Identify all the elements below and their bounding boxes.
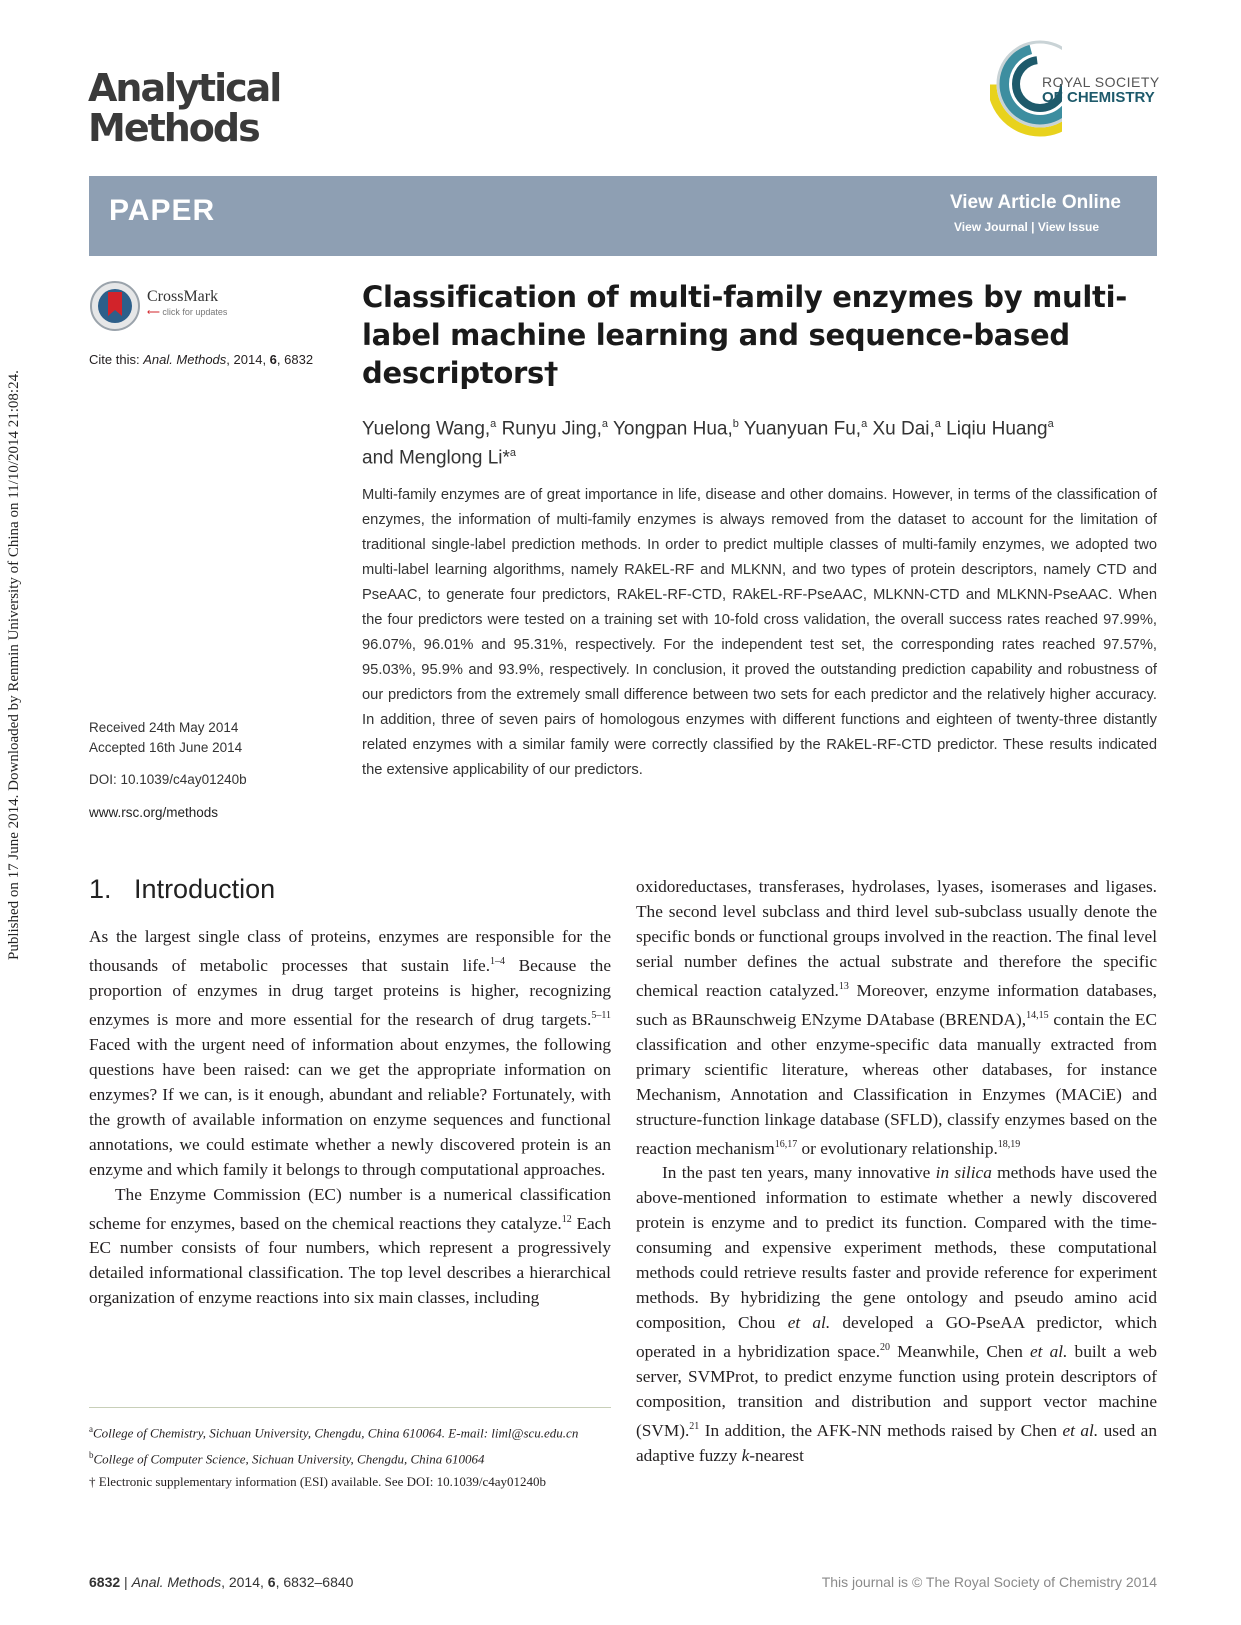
view-article-online-link[interactable]: View Article Online: [949, 192, 1121, 213]
journal-name[interactable]: [88, 68, 280, 148]
article-banner: [89, 176, 1157, 256]
ref-link[interactable]: 5–11: [591, 1009, 611, 1021]
view-issue-link[interactable]: View Issue: [1037, 220, 1099, 234]
download-note: Published on 17 June 2014. Downloaded by Renmin University of China on 11/10/2014 21:08:24.: [6, 370, 22, 960]
journal-name-line1: Analytical: [88, 66, 281, 110]
page-footer-copyright: This journal is © The Royal Society of Chemistry 2014: [821, 1574, 1157, 1590]
author-list: Yuelong Wang,$^a$ Runyu Jing,$^a$ Yongpan Hua,$^b$ Yuanyuan Fu,$^a$ Xu Dai,$^a$ Liqiu Huang$^a$ and Menglong Li*$^a$: [362, 418, 1054, 469]
article-title: Classification of multi-family enzymes by multi-label machine learning and sequence-based descriptors†: [362, 280, 1127, 390]
rsc-logo-line2: OF CHEMISTRY: [1042, 89, 1155, 106]
rsc-logo[interactable]: [990, 30, 1160, 145]
page-footer-citation: 6832 | Anal. Methods, 2014, 6, 6832–6840: [89, 1574, 354, 1590]
footnote-affiliation-a: $^a$College of Chemistry, Sichuan University, Chengdu, China 610064. E-mail: liml@scu.edu.cn: [89, 1424, 579, 1441]
ref-link[interactable]: 12: [561, 1213, 572, 1225]
crossmark-icon: [89, 280, 141, 332]
intro-paragraph-1: As the largest single class of proteins, enzymes are responsible for the thousands of metabolic processes that sustain life.$^{1-4}$ Because the proportion of enzymes in drug target proteins is higher, recognizing enzymes is more and more essential for the research of drug targets.$^{5-11}$ Faced with the urgent need of information about enzymes, the following questions have been raised: can we get the appropriate information on enzymes? If we can, is it enough, abundant and reliable? Fortunately, with the growth of available information on enzyme sequences and functional annotations, we could estimate whether a newly discovered protein is an enzyme and which family it belongs to through computational approaches.: [89, 927, 611, 1179]
crossmark-badge[interactable]: [89, 280, 249, 332]
footnote-affiliation-b: $^b$College of Computer Science, Sichuan University, Chengdu, China 610064: [89, 1450, 485, 1467]
article-type-label: PAPER: [109, 194, 216, 227]
intro-paragraph-3: In the past ten years, many innovative in silica methods have used the above-mentioned information to estimate whether a newly discovered protein is enzyme and to predict its function. Compared with the time-consuming and expensive experiment methods, these computational methods could retrieve results faster and provide reference for experiment methods. By hybridizing the gene ontology and pseudo amino acid composition, Chou et al. developed a GO-PseAA predictor, which operated in a hybridization space.$^{20}$ Meanwhile, Chen et al. built a web server, SVMProt, to predict enzyme function using protein descriptors of composition, transition and distribution and support vector machine (SVM).$^{21}$ In addition, the AFK-NN methods raised by Chen et al. used an adaptive fuzzy k-nearest: [636, 1163, 1158, 1465]
footnote-esi: † Electronic supplementary information (ESI) available. See DOI: 10.1039/c4ay01240b: [89, 1473, 547, 1489]
journal-url-link[interactable]: www.rsc.org/methods: [89, 805, 219, 820]
doi[interactable]: DOI: 10.1039/c4ay01240b: [89, 772, 247, 787]
journal-name-line2: Methods: [88, 106, 259, 150]
body-column-right: [636, 874, 1157, 1468]
ref-link[interactable]: 21: [689, 1421, 700, 1433]
rsc-logo-line1: ROYAL SOCIETY: [1042, 74, 1160, 90]
view-journal-link[interactable]: View Journal: [953, 220, 1028, 234]
intro-paragraph-2-cont: oxidoreductases, transferases, hydrolases, lyases, isomerases and ligases. The second level subclass and third level sub-subclass usually denote the specific bonds or functional groups involved in the reaction. The final level serial number defines the actual substrate and therefore the specific chemical reaction catalyzed.$^{13}$ Moreover, enzyme information databases, such as BRaunschweig ENzyme DAtabase (BRENDA),$^{14,15}$ contain the EC classification and other enzyme-specific data manually extracted from primary scientific literature, whereas other databases, for instance Mechanism, Annotation and Classification in Enzymes (MACiE) and structure-function linkage database (SFLD), classify enzymes based on the reaction mechanism$^{16,17}$ or evolutionary relationship.$^{18,19}$: [636, 877, 1157, 1158]
footnote-divider: [89, 1407, 611, 1408]
citation-line: Cite this: Anal. Methods, 2014, 6, 6832: [89, 352, 314, 367]
intro-paragraph-2: The Enzyme Commission (EC) number is a numerical classification scheme for enzymes, based on the chemical reactions they catalyze.$^{12}$ Each EC number consists of four numbers, which represent a progressively detailed informational classification. The top level describes a hierarchical organization of enzyme reactions into six main classes, including: [89, 1184, 611, 1308]
ref-link[interactable]: 18,19: [997, 1138, 1021, 1150]
crossmark-label: CrossMark: [147, 288, 219, 305]
accepted-date: Accepted 16th June 2014: [89, 740, 243, 755]
footnotes: [89, 1418, 611, 1493]
ref-link[interactable]: 16,17: [774, 1138, 798, 1150]
link-separator: |: [1031, 220, 1035, 234]
journal-issue-links: [954, 220, 1099, 234]
body-column-left: [89, 924, 611, 1310]
ref-link[interactable]: 1–4: [490, 956, 506, 967]
crossmark-arrow-icon: ⟵: [147, 307, 163, 317]
ref-link[interactable]: 13: [838, 981, 849, 992]
ref-link[interactable]: 20: [880, 1342, 891, 1354]
abstract: Multi-family enzymes are of great importance in life, disease and other domains. However, in terms of the classification of enzymes, the information of multi-family enzymes is always removed from the dataset to account for the limitation of traditional single-label prediction methods. In order to predict multiple classes of multi-family enzymes, we adopted two multi-label learning algorithms, namely RAkEL-RF and MLKNN, and two types of protein descriptors, namely CTD and PseAAC, to generate four predictors, RAkEL-RF-CTD, RAkEL-RF-PseAAC, MLKNN-CTD and MLKNN-PseAAC. When the four predictors were tested on a training set with 10-fold cross validation, the overall success rates reached 97.99%, 96.07%, 96.01% and 95.31%, respectively. For the independent test set, the corresponding rates reached 97.57%, 95.03%, 95.9% and 93.9%, respectively. In conclusion, it proved the outstanding prediction capability and robustness of our predictors from the extremely small difference between two sets for each predictor and the relatively higher accuracy. In addition, three of seven pairs of homologous enzymes with different functions and eighteen of twenty-three distantly related enzymes with a similar family were correctly classified by the RAkEL-RF-CTD predictor. These results indicated the extensive applicability of our predictors.: [362, 487, 1157, 778]
section-heading: 1. Introduction: [89, 874, 276, 904]
received-date: Received 24th May 2014: [89, 720, 239, 735]
crossmark-sub: ⟵ click for updates: [147, 307, 228, 317]
ref-link[interactable]: 14,15: [1026, 1009, 1049, 1021]
